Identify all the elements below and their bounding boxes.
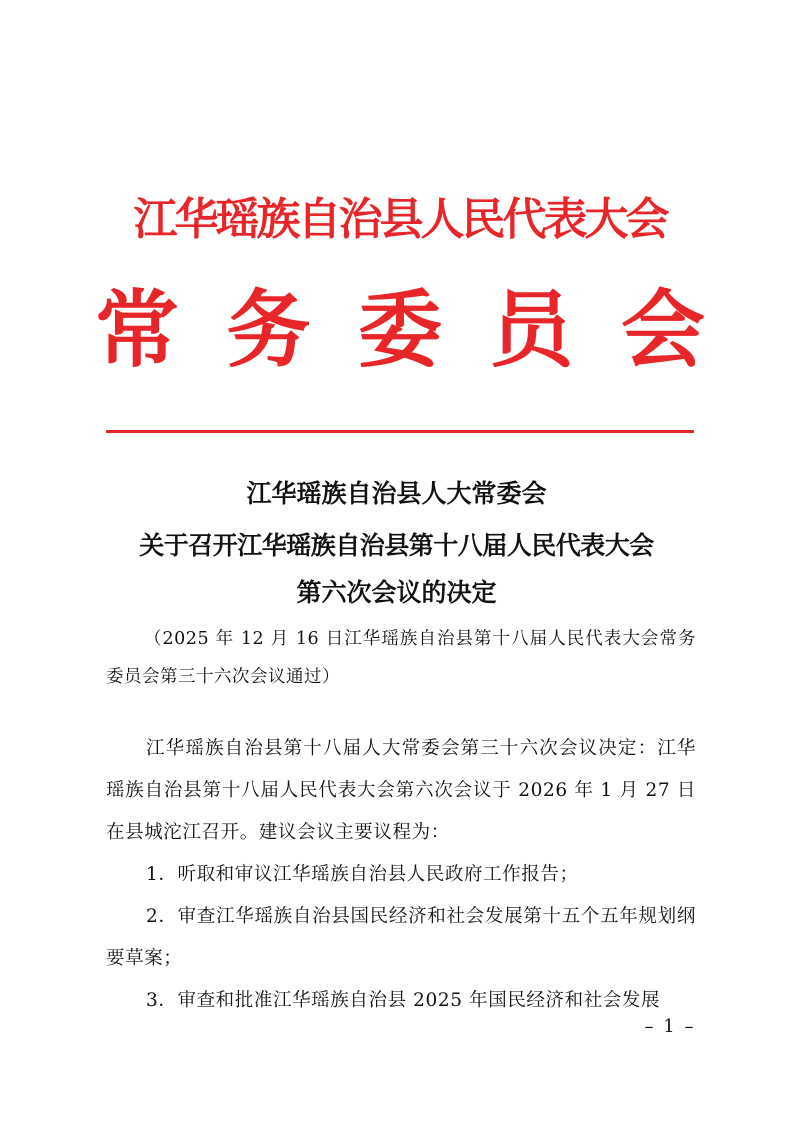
letterhead-committee-char: 员 xyxy=(489,280,574,379)
document-body xyxy=(106,728,696,1022)
document-title-line-3: 第六次会议的决定 xyxy=(296,578,497,607)
document-title-line-1: 江华瑶族自治县人大常委会 xyxy=(246,479,547,508)
letterhead-committee-char: 委 xyxy=(357,280,442,379)
agenda-item: 3．审查和批准江华瑶族自治县 2025 年国民经济和社会发展 xyxy=(146,990,661,1011)
letterhead-committee-char: 会 xyxy=(620,280,705,379)
document-title-line-2: 关于召开江华瑶族自治县第十八届人民代表大会 xyxy=(139,531,654,560)
letterhead-committee-char: 务 xyxy=(226,280,311,379)
agenda-item: 1．听取和审议江华瑶族自治县人民政府工作报告； xyxy=(146,864,579,885)
agenda-item: 2．审查江华瑶族自治县国民经济和社会发展第十五个五年规划纲要草案； xyxy=(106,906,696,969)
letterhead-org-name: 江华瑶族自治县人民代表大会 xyxy=(133,194,667,245)
body-paragraph: 江华瑶族自治县第十八届人大常委会第三十六次会议决定：江华瑶族自治县第十八届人民代表大会第六次会议于 2026 年 1 月 27 日在县城沱江召开。建议会议主要议程为： xyxy=(106,738,696,843)
letterhead-divider xyxy=(106,430,694,433)
letterhead-committee xyxy=(95,280,705,380)
page-number: – 1 – xyxy=(644,1016,696,1037)
adoption-note: （2025 年 12 月 16 日江华瑶族自治县第十八届人民代表大会常务委员会第三十六次会议通过） xyxy=(106,629,696,687)
letterhead-committee-char: 常 xyxy=(95,280,180,379)
